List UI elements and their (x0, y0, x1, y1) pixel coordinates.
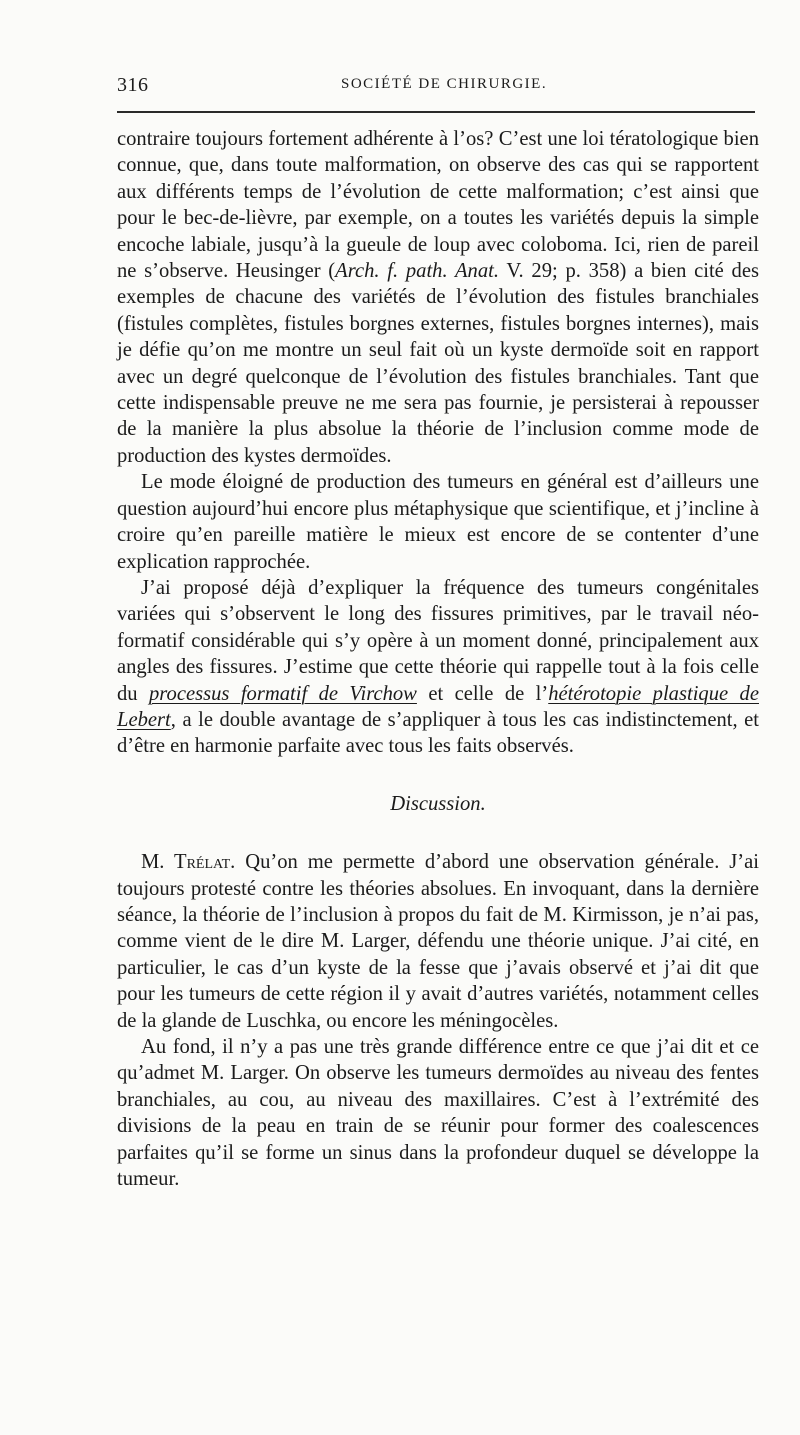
running-head (117, 74, 757, 102)
italic-term-virchow: processus formatif de Virchow (148, 682, 417, 705)
paragraph-text: Au fond, il n’y a pas une très grande différence entre ce que j’ai dit et ce qu’admet M. Larger. On observe les tumeurs dermoïdes au niveau des fentes branchiales, au cou, au niveau des maxillaires. C’est à l’extrémité des divisions de la peau en train de se réunir pour former des coalescences parfaites qu’il se forme un sinus dans la profondeur duquel se développe la tumeur. (117, 1036, 759, 1191)
section-heading: Discussion. (390, 792, 486, 815)
paragraph-text: contraire toujours fortement adhérente à l’os? C’est une loi tératologique bien connue, que, dans toute malformation, on observe des cas qui se rapportent aux différents temps de l’évolution de cette malformation; c’est ainsi que pour le bec-de-lièvre, par exemple, on a toutes les variétés depuis la simple encoche labiale, jusqu’à la gueule de loup avec coloboma. Ici, rien de pareil ne s’observe. Heusinger ( (117, 128, 759, 283)
paragraph-text: Le mode éloigné de production des tumeurs en général est d’ailleurs une question aujourd’hui encore plus métaphysique que scientifique, et j’incline à croire qu’en pareille matière le mieux est encore de se contenter d’une explication rapprochée. (117, 471, 759, 573)
discussion-paragraph (117, 1034, 759, 1192)
paragraph-text: , a le double avantage de s’appliquer à tous les cas indistinctement, et d’être en harmonie parfaite avec tous les faits observés. (117, 708, 759, 758)
header-rule (117, 111, 755, 113)
paragraph-text: J’ai proposé déjà d’expliquer la fréquence des tumeurs congénitales variées qui s’observent le long des fissures primitives, par le travail néo-formatif considérable qui s’y opère à un moment donné, principalement aux angles des fissures. J’estime que cette théorie qui rappelle tout à la fois celle du (117, 576, 759, 705)
paragraph-text: et celle de l’ (416, 682, 549, 705)
reference-title: Arch. f. path. Anat. (335, 260, 499, 283)
paragraph-continuation (117, 126, 759, 469)
speaker-name: M. Trélat. (141, 851, 236, 874)
journal-title: SOCIÉTÉ DE CHIRURGIE. (341, 76, 548, 92)
page-number: 316 (117, 74, 149, 96)
paragraph (117, 575, 759, 760)
body-text (117, 126, 759, 1192)
paragraph-text: V. 29; p. 358) a bien cité des exemples de chacune des variétés de l’évolution des fistules branchiales (fistules complètes, fistules borgnes externes, fistules borgnes internes), mais je défie qu’on me montre un seul fait où un kyste dermoïde soit en rapport avec un degré quelconque de l’évolution des fistules branchiales. Tant que cette indispensable preuve ne me sera pas fournie, je persisterai à repousser de la manière la plus absolue la théorie de l’inclusion comme mode de production des kystes dermoïdes. (117, 260, 759, 467)
paragraph-text: Qu’on me permette d’abord une observation générale. J’ai toujours protesté contre les théories absolues. En invoquant, dans la dernière séance, la théorie de l’inclusion à propos du fait de M. Kirmisson, je n’ai pas, comme vient de le dire M. Larger, défendu une théorie unique. J’ai cité, en particulier, le cas d’un kyste de la fesse que j’avais observé et j’ai dit que pour les tumeurs de cette région il y avait d’autres variétés, notamment celles de la glande de Luschka, ou encore les méningocèles. (117, 851, 760, 1032)
discussion-paragraph (117, 849, 759, 1034)
italic-term-lebert: hétérotopie plastique de Lebert (117, 682, 759, 731)
paragraph (117, 469, 759, 575)
